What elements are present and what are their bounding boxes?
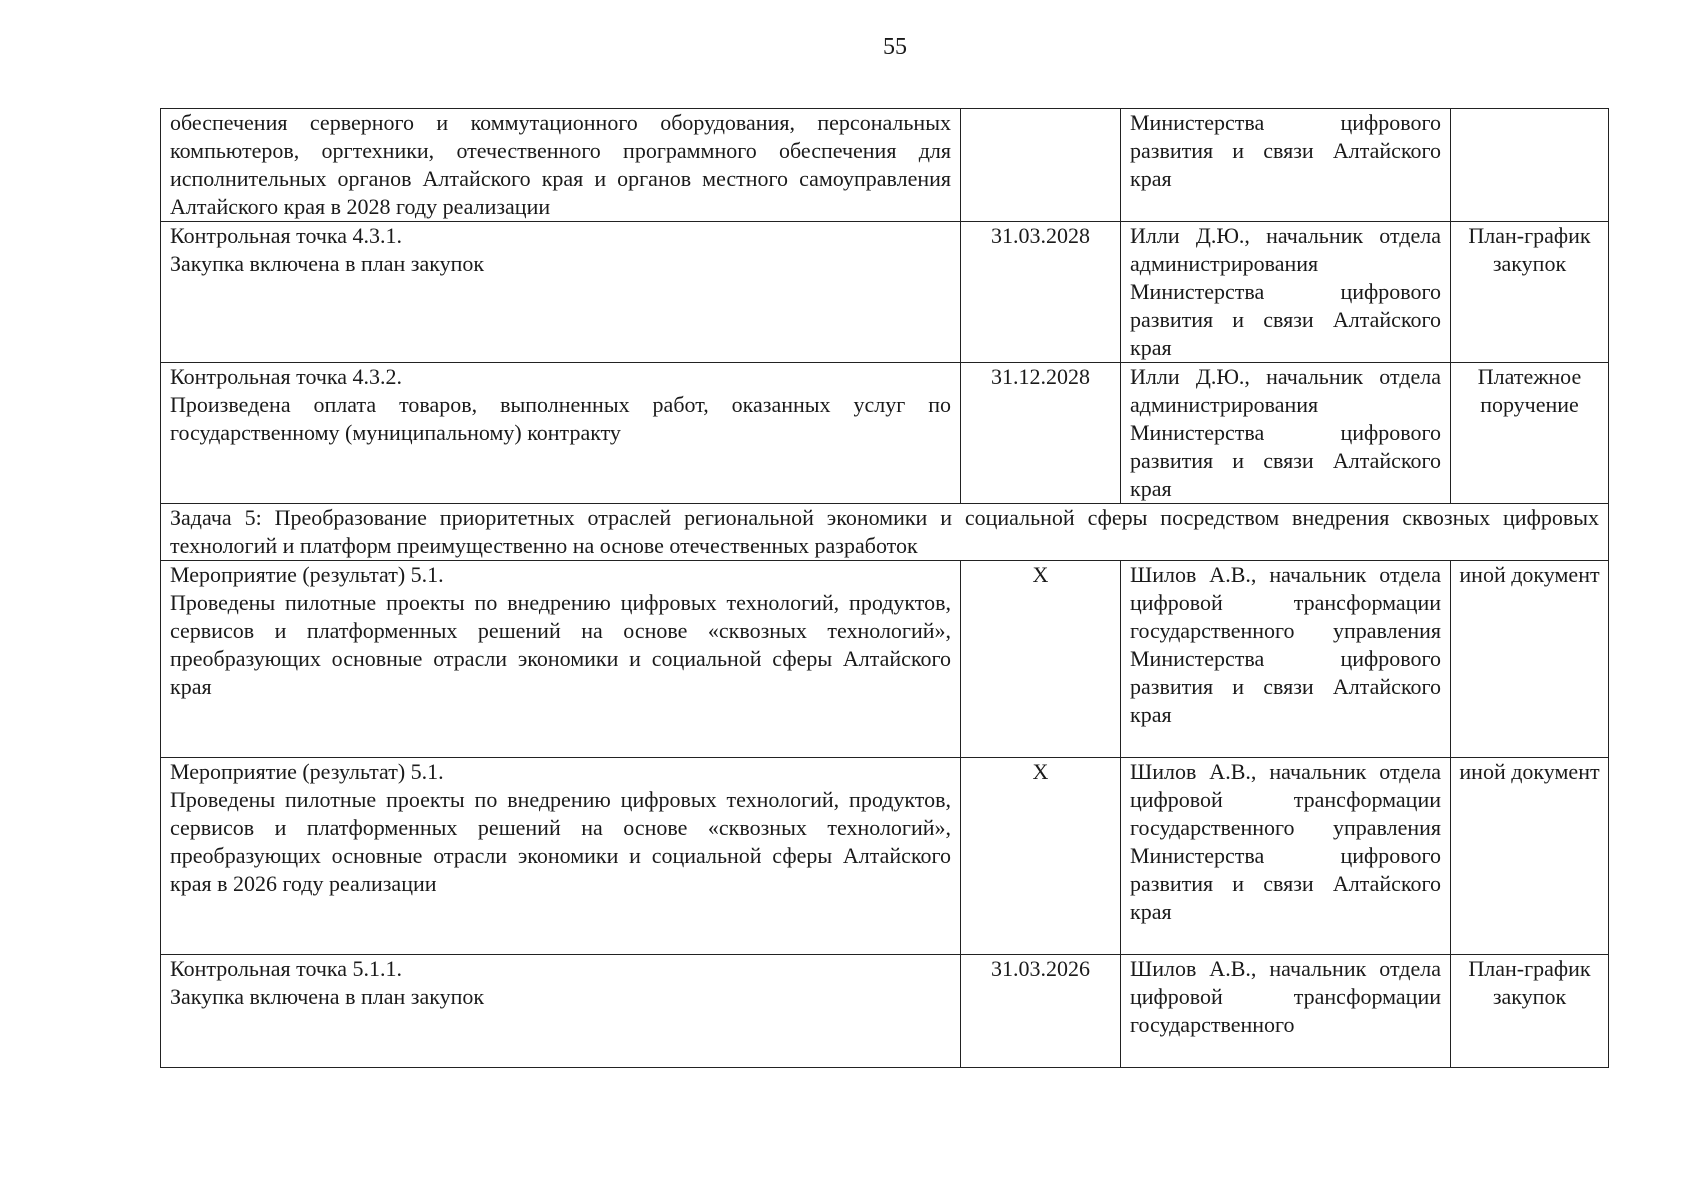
item-title: Контрольная точка 4.3.2. xyxy=(170,364,403,389)
description-text: Проведены пилотные проекты по внедрению цифровых технологий, продуктов, сервисов и платформенных решений на основе «сквозных технологий», преобразующих основные отрасли экономики и социальной сферы Алтайского края xyxy=(170,590,951,699)
description-cell xyxy=(161,222,961,363)
table-row xyxy=(161,363,1609,504)
item-title: Контрольная точка 5.1.1. xyxy=(170,956,403,981)
table-row xyxy=(161,758,1609,955)
document-cell: Платежное поручение xyxy=(1451,363,1609,504)
task-row xyxy=(161,504,1609,561)
description-cell xyxy=(161,955,961,1068)
description-text: Закупка включена в план закупок xyxy=(170,984,485,1009)
date-cell xyxy=(961,109,1121,222)
date-cell: 31.12.2028 xyxy=(961,363,1121,504)
document-cell: иной документ xyxy=(1451,561,1609,758)
document-cell: иной документ xyxy=(1451,758,1609,955)
description-cell xyxy=(161,758,961,955)
table-row xyxy=(161,561,1609,758)
description-text: Закупка включена в план закупок xyxy=(170,251,485,276)
description-text: Проведены пилотные проекты по внедрению цифровых технологий, продуктов, сервисов и платформенных решений на основе «сквозных технологий», преобразующих основные отрасли экономики и социальной сферы Алтайского края в 2026 году реализации xyxy=(170,787,951,896)
item-title: Контрольная точка 4.3.1. xyxy=(170,223,403,248)
item-title: Мероприятие (результат) 5.1. xyxy=(170,562,444,587)
implementation-plan-table xyxy=(160,108,1609,1068)
document-cell: План-график закупок xyxy=(1451,955,1609,1068)
task-cell: Задача 5: Преобразование приоритетных отраслей региональной экономики и социальной сферы посредством внедрения сквозных цифровых технологий и платформ преимущественно на основе отечественных разработок xyxy=(161,504,1609,561)
responsible-cell: Илли Д.Ю., начальник отдела администрирования Министерства цифрового развития и связи Алтайского края xyxy=(1121,222,1451,363)
table-row xyxy=(161,222,1609,363)
date-cell: 31.03.2028 xyxy=(961,222,1121,363)
description-text: Произведена оплата товаров, выполненных работ, оказанных услуг по государственному (муниципальному) контракту xyxy=(170,392,951,445)
description-cell xyxy=(161,109,961,222)
description-cell xyxy=(161,363,961,504)
document-cell xyxy=(1451,109,1609,222)
item-title: Мероприятие (результат) 5.1. xyxy=(170,759,444,784)
date-cell: 31.03.2026 xyxy=(961,955,1121,1068)
table-row xyxy=(161,955,1609,1068)
document-cell: План-график закупок xyxy=(1451,222,1609,363)
responsible-cell: Илли Д.Ю., начальник отдела администрирования Министерства цифрового развития и связи Алтайского края xyxy=(1121,363,1451,504)
page-number: 55 xyxy=(883,34,907,60)
date-cell: X xyxy=(961,758,1121,955)
responsible-cell: Шилов А.В., начальник отдела цифровой трансформации государственного управления Министерства цифрового развития и связи Алтайского края xyxy=(1121,758,1451,955)
responsible-cell: Шилов А.В., начальник отдела цифровой трансформации государственного управления Министерства цифрового развития и связи Алтайского края xyxy=(1121,561,1451,758)
description-text: обеспечения серверного и коммутационного оборудования, персональных компьютеров, оргтехники, отечественного программного обеспечения для исполнительных органов Алтайского края и органов местного самоуправления Алтайского края в 2028 году реализации xyxy=(170,110,951,219)
table-row xyxy=(161,109,1609,222)
responsible-cell: Министерства цифрового развития и связи Алтайского края xyxy=(1121,109,1451,222)
responsible-cell: Шилов А.В., начальник отдела цифровой трансформации государственного xyxy=(1121,955,1451,1068)
description-cell xyxy=(161,561,961,758)
date-cell: X xyxy=(961,561,1121,758)
